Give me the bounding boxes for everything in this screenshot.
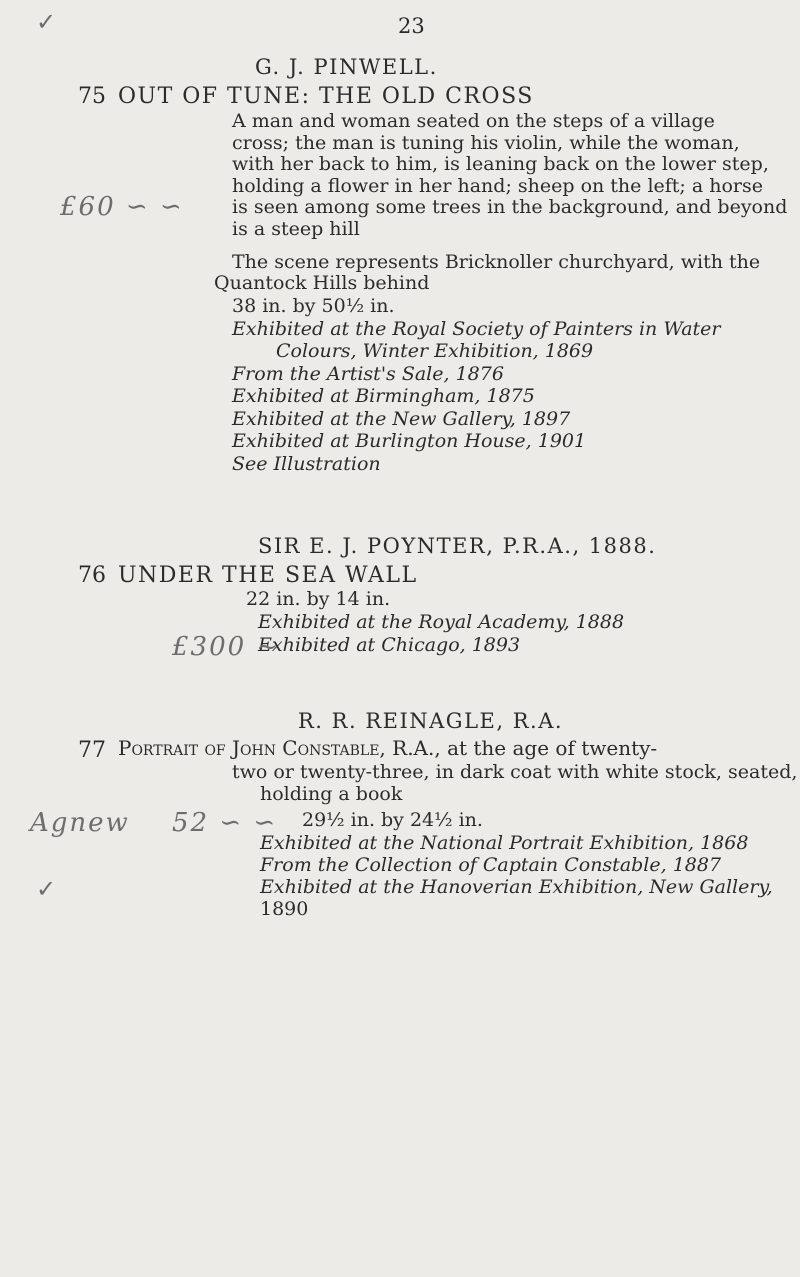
lot-description <box>232 111 787 240</box>
detail-line: Exhibited at the New Gallery, 1897 <box>232 407 571 430</box>
handwritten-price: £60 ∽ ∽ <box>60 192 184 222</box>
lot-note: The scene represents Bricknoller churchyard, with the <box>232 251 761 273</box>
description-line: with her back to him, is leaning back on the lower step, <box>232 153 769 175</box>
detail-line: Exhibited at the Royal Society of Painters in Water <box>232 317 721 340</box>
description-line: holding a book <box>260 782 403 805</box>
lot-title-prefix: Portrait of John Constable <box>118 736 380 760</box>
detail-line: Exhibited at Birmingham, 1875 <box>232 385 535 407</box>
description-line: two or twenty-three, in dark coat with white stock, seated, <box>232 761 798 783</box>
artist-heading: SIR E. J. POYNTER, P.R.A., 1888. <box>258 534 657 558</box>
handwritten-price: £300 ~ <box>172 632 281 662</box>
artist-heading: G. J. PINWELL. <box>255 55 438 79</box>
lot-title-rest: , R.A., at the age of twenty- <box>379 736 658 760</box>
detail-line: 1890 <box>260 897 309 920</box>
detail-line: Exhibited at the Hanoverian Exhibition, New Gallery, <box>260 875 773 898</box>
detail-line: Exhibited at Chicago, 1893 <box>258 633 521 656</box>
lot-number: 77 <box>78 738 106 763</box>
lot-details <box>260 810 773 920</box>
margin-mark: ✓ <box>36 875 57 903</box>
lot-number: 76 <box>78 563 106 588</box>
margin-mark: ✓ <box>36 8 57 36</box>
detail-line: From the Collection of Captain Constable, 1887 <box>260 853 722 876</box>
artist-heading: R. R. REINAGLE, R.A. <box>298 709 564 733</box>
detail-line: See Illustration <box>232 452 381 475</box>
dimensions: 38 in. by 50½ in. <box>232 295 395 317</box>
lot-details <box>232 296 720 475</box>
description-line: holding a flower in her hand; sheep on the left; a horse <box>232 174 763 197</box>
dimensions: 29½ in. by 24½ in. <box>302 809 483 831</box>
lot-title: OUT OF TUNE: THE OLD CROSS <box>118 84 534 109</box>
description-line: A man and woman seated on the steps of a village <box>232 110 715 132</box>
description-line: is a steep hill <box>232 217 360 240</box>
lot-title <box>118 738 657 760</box>
dimensions: 22 in. by 14 in. <box>246 588 391 610</box>
description-line: is seen among some trees in the background, and beyond <box>232 196 788 218</box>
handwritten-buyer: Agnew <box>30 808 130 838</box>
handwritten-price: 52 ∽ ∽ <box>172 808 278 838</box>
lot-description <box>232 762 797 805</box>
detail-line: Exhibited at Burlington House, 1901 <box>232 430 587 452</box>
detail-line: From the Artist's Sale, 1876 <box>232 362 504 385</box>
lot-title: UNDER THE SEA WALL <box>118 563 418 588</box>
lot-number: 75 <box>78 84 106 109</box>
description-line: cross; the man is tuning his violin, while the woman, <box>232 131 740 154</box>
lot-note: Quantock Hills behind <box>214 272 430 294</box>
page-number: 23 <box>398 14 425 38</box>
detail-line: Colours, Winter Exhibition, 1869 <box>276 340 594 362</box>
detail-line: Exhibited at the Royal Academy, 1888 <box>258 610 625 633</box>
detail-line: Exhibited at the National Portrait Exhibition, 1868 <box>260 831 749 854</box>
lot-details <box>246 589 624 657</box>
